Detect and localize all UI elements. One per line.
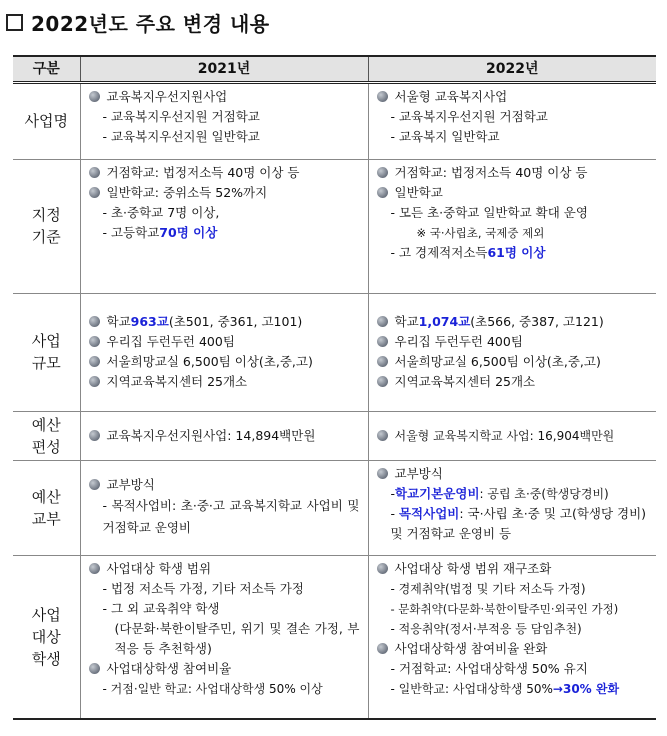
bullet-icon <box>377 336 388 347</box>
header-2021: 2021년 <box>80 56 368 82</box>
cell-2022-budget: 서울형 교육복지학교 사업: 16,904백만원 <box>368 411 656 460</box>
page-title <box>6 8 270 37</box>
table-row <box>13 159 656 293</box>
bullet-icon <box>89 663 100 674</box>
bullet-icon <box>377 356 388 367</box>
table-row <box>13 82 656 159</box>
bullet-icon <box>89 376 100 387</box>
cell-2021-scale: 학교 963교 (초501, 중361, 고101) 우리집 두런두런 400팀 서울희망교실 6,500팀 이상(초,중,고) 지역교육복지센터 25개소 <box>80 293 368 411</box>
bullet-icon <box>89 430 100 441</box>
row-label-target: 사업 대상 학생 <box>13 555 80 719</box>
bullet-icon <box>89 336 100 347</box>
table-row <box>13 293 656 411</box>
bullet-icon <box>377 563 388 574</box>
bullet-icon <box>89 167 100 178</box>
bullet-icon <box>377 167 388 178</box>
bullet-icon <box>377 430 388 441</box>
cell-2021-grant: 교부방식 - 목적사업비: 초·중·고 교육복지학교 사업비 및 거점학교 운영비 <box>80 460 368 555</box>
cell-2022-target: 사업대상 학생 범위 재구조화 - 경제취약(법정 및 기타 저소득 가정) - 문화취약(다문화·북한이탈주민·외국인 가정) - 적응취약(정서·부적응 등 담임추천) 사업대상학생 참여비율 완화 - 거점학교: 사업대상학생 50% 유지 - 일반학교: 사업대상학생 50% →30% 완화 <box>368 555 656 719</box>
bullet-icon <box>89 356 100 367</box>
row-label-budget: 예산 편성 <box>13 411 80 460</box>
bullet-icon <box>377 187 388 198</box>
bullet-icon <box>89 187 100 198</box>
bullet-icon <box>89 563 100 574</box>
header-2022: 2022년 <box>368 56 656 82</box>
table-header-row <box>13 56 656 82</box>
cell-2021-name: 교육복지우선지원사업 - 교육복지우선지원 거점학교 - 교육복지우선지원 일반학교 <box>80 82 368 159</box>
bullet-icon <box>89 316 100 327</box>
cell-2022-grant: 교부방식 - 학교기본운영비 : 공립 초·중(학생당경비) - 목적사업비: 국·사립 초·중 및 고(학생당 경비) 및 거점학교 운영비 등 <box>368 460 656 555</box>
table-row <box>13 460 656 555</box>
bullet-icon <box>89 479 100 490</box>
table-row <box>13 555 656 719</box>
cell-2022-name: 서울형 교육복지사업 - 교육복지우선지원 거점학교 - 교육복지 일반학교 <box>368 82 656 159</box>
bullet-icon <box>377 316 388 327</box>
cell-2021-budget: 교육복지우선지원사업: 14,894백만원 <box>80 411 368 460</box>
row-label-scale: 사업 규모 <box>13 293 80 411</box>
bullet-icon <box>377 468 388 479</box>
bullet-icon <box>89 91 100 102</box>
page-title-text: 2022년도 주요 변경 내용 <box>31 12 270 36</box>
bullet-icon <box>377 91 388 102</box>
header-category: 구분 <box>13 56 80 82</box>
table-row <box>13 411 656 460</box>
bullet-icon <box>377 643 388 654</box>
bullet-icon <box>377 376 388 387</box>
checkbox-square-icon <box>6 14 23 31</box>
cell-2022-scale: 학교 1,074교 (초566, 중387, 고121) 우리집 두런두런 400팀 서울희망교실 6,500팀 이상(초,중,고) 지역교육복지센터 25개소 <box>368 293 656 411</box>
changes-table <box>13 55 656 720</box>
cell-2021-criteria: 거점학교: 법정저소득 40명 이상 등 일반학교: 중위소득 52%까지 - 초·중학교 7명 이상, - 고등학교 70명 이상 <box>80 159 368 293</box>
row-label-name: 사업명 <box>13 82 80 159</box>
row-label-criteria: 지정 기준 <box>13 159 80 293</box>
row-label-grant: 예산 교부 <box>13 460 80 555</box>
cell-2021-target: 사업대상 학생 범위 - 법정 저소득 가정, 기타 저소득 가정 - 그 외 교육취약 학생 (다문화·북한이탈주민, 위기 및 결손 가정, 부적응 등 추천학생) 사업대상학생 참여비율 - 거점·일반 학교: 사업대상학생 50% 이상 <box>80 555 368 719</box>
cell-2022-criteria: 거점학교: 법정저소득 40명 이상 등 일반학교 - 모든 초·중학교 일반학교 확대 운영 ※ 국·사립초, 국제중 제외 - 고 경제적저소득 61명 이상 <box>368 159 656 293</box>
